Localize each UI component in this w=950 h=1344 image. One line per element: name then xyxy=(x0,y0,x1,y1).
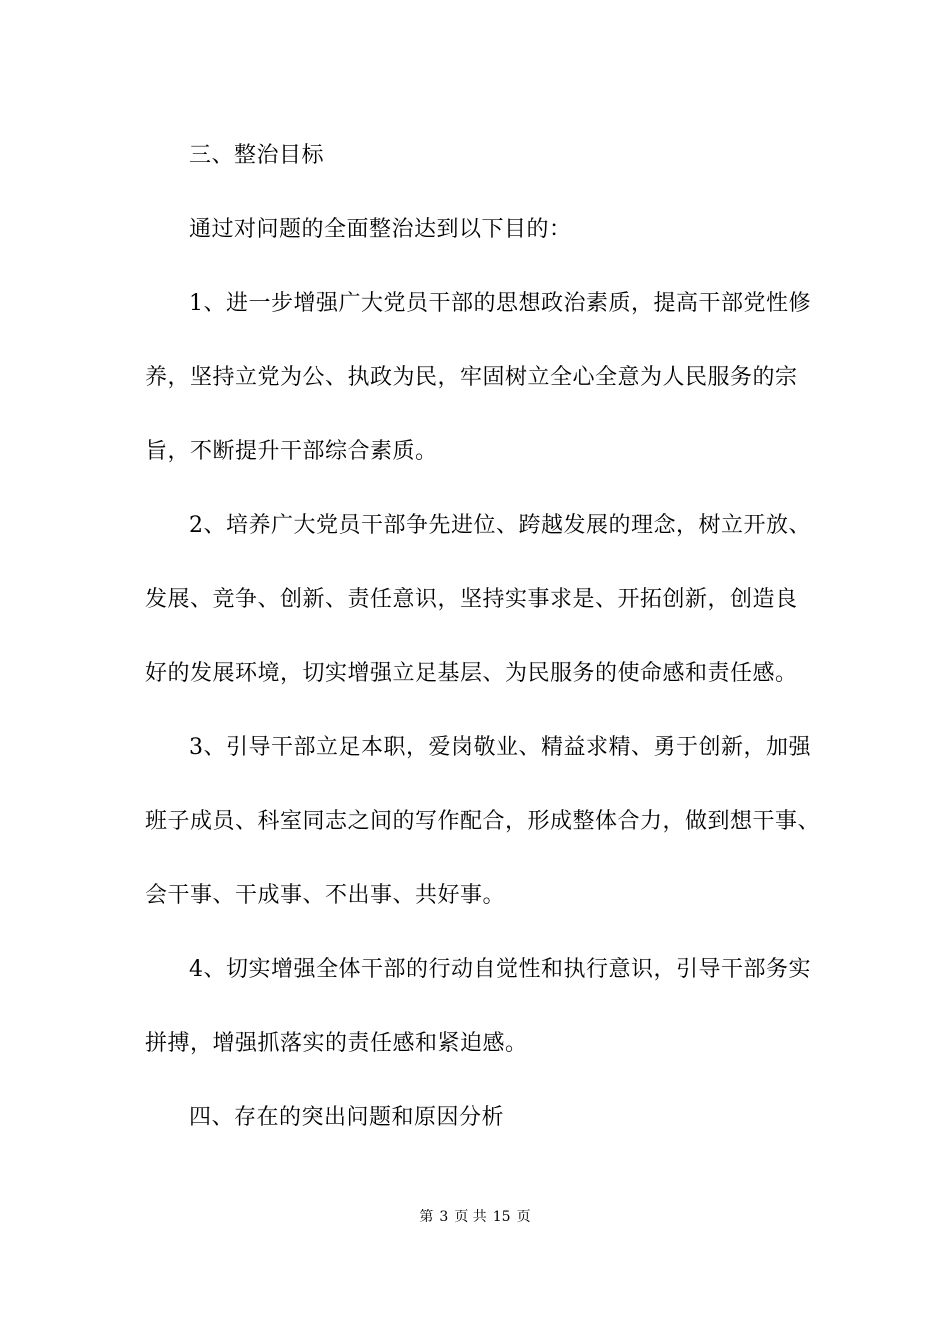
paragraph-2-line-3: 好的发展环境，切实增强立足基层、为民服务的使命感和责任感。 xyxy=(145,661,798,686)
paragraph-4-line-1: 4、切实增强全体干部的行动自觉性和执行意识，引导干部务实 xyxy=(189,957,811,982)
paragraph-4-line-2: 拼搏，增强抓落实的责任感和紧迫感。 xyxy=(145,1031,528,1056)
paragraph-1-line-2: 养，坚持立党为公、执政为民，牢固树立全心全意为人民服务的宗 xyxy=(145,365,798,390)
paragraph-1-line-1: 1、进一步增强广大党员干部的思想政治素质，提高干部党性修 xyxy=(189,291,811,316)
footer-middle: 页 共 xyxy=(454,1209,487,1225)
section-heading-3: 三、整治目标 xyxy=(189,143,325,168)
paragraph-3-line-3: 会干事、干成事、不出事、共好事。 xyxy=(145,883,506,908)
paragraph-2-line-2: 发展、竞争、创新、责任意识，坚持实事求是、开拓创新，创造良 xyxy=(145,587,798,612)
paragraph-1-line-3: 旨，不断提升干部综合素质。 xyxy=(145,439,438,464)
paragraph-3-line-2: 班子成员、科室同志之间的写作配合，形成整体合力，做到想干事、 xyxy=(145,809,821,834)
footer-prefix: 第 xyxy=(419,1209,434,1225)
paragraph-intro: 通过对问题的全面整治达到以下目的： xyxy=(189,217,572,242)
paragraph-3-line-1: 3、引导干部立足本职，爱岗敬业、精益求精、勇于创新，加强 xyxy=(189,735,811,760)
footer-page-number: 3 xyxy=(439,1209,449,1225)
footer-suffix: 页 xyxy=(516,1209,531,1225)
page-footer xyxy=(0,1207,950,1227)
section-heading-4: 四、存在的突出问题和原因分析 xyxy=(189,1105,505,1130)
footer-total-pages: 15 xyxy=(492,1209,511,1225)
paragraph-2-line-1: 2、培养广大党员干部争先进位、跨越发展的理念，树立开放、 xyxy=(189,513,811,538)
